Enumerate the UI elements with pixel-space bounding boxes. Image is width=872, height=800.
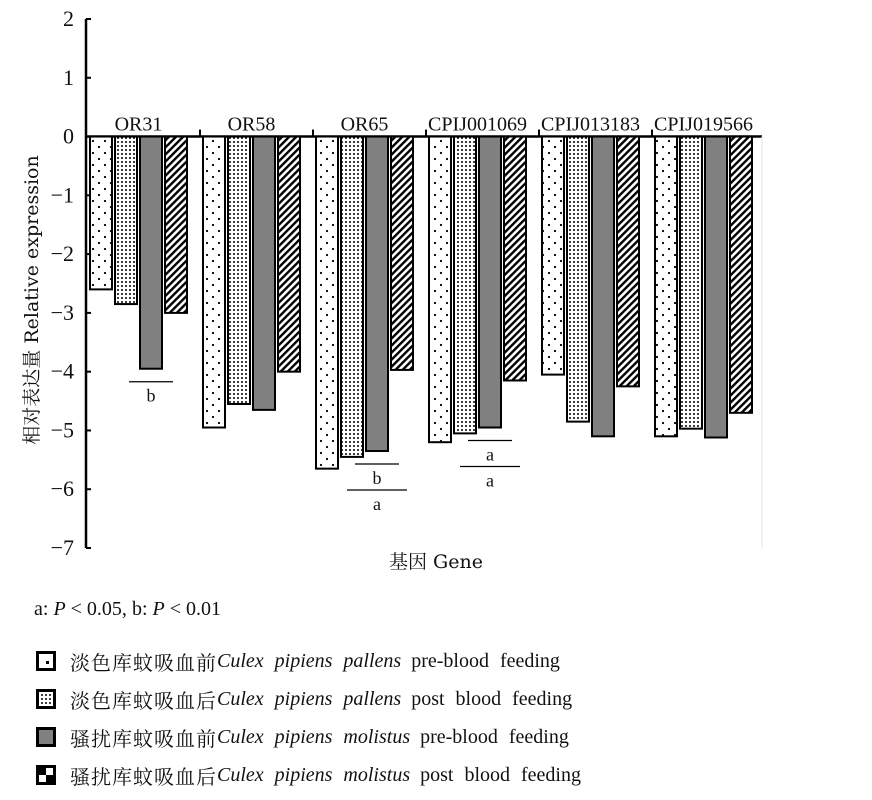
bar: [228, 137, 250, 404]
bar: [203, 137, 225, 428]
bar: [391, 137, 413, 370]
bar: [90, 137, 112, 290]
legend: [36, 642, 581, 794]
bar: [592, 137, 614, 437]
footnote-a-rest: < 0.05,: [70, 598, 127, 620]
legend-stage: post blood feeding: [420, 763, 581, 786]
category-label: CPIJ019566: [654, 113, 753, 136]
bar: [730, 137, 752, 413]
y-tick-label: −7: [50, 535, 74, 560]
category-label: OR65: [340, 113, 389, 136]
y-tick-label: −4: [50, 358, 74, 384]
legend-stage: pre-blood feeding: [411, 649, 560, 672]
x-axis-label: 基因 Gene: [389, 551, 483, 573]
bar: [617, 137, 639, 387]
legend-stage: pre-blood feeding: [420, 725, 569, 748]
legend-zh: 淡色库蚊吸血后: [70, 688, 217, 713]
sparse-dots-swatch-icon: [36, 651, 56, 671]
bar: [366, 137, 388, 451]
bar: [316, 137, 338, 469]
legend-item: [36, 642, 581, 680]
y-tick-label: −3: [50, 299, 74, 325]
diagonal-swatch-icon: [36, 765, 56, 785]
bar: [454, 137, 476, 434]
y-axis-label: 相对表达量 Relative expression: [21, 155, 43, 445]
significance-label: b: [372, 468, 382, 489]
y-tick-label: 2: [63, 6, 74, 31]
legend-zh: 淡色库蚊吸血前: [70, 650, 217, 675]
footnote-b-p: P: [152, 598, 165, 620]
bar: [429, 137, 451, 443]
bar: [705, 137, 727, 438]
legend-zh: 骚扰库蚊吸血后: [70, 764, 217, 789]
footnote-a-letter: a:: [34, 598, 49, 620]
bar: [542, 137, 564, 375]
legend-species: Culex pipiens molistus: [217, 763, 411, 786]
legend-zh: 骚扰库蚊吸血前: [70, 726, 217, 751]
legend-item: [36, 680, 581, 718]
y-tick-label: −1: [50, 182, 74, 208]
legend-species: Culex pipiens pallens: [217, 649, 402, 672]
footnote-b-letter: b:: [131, 598, 148, 620]
significance-label: a: [373, 494, 381, 515]
category-label: OR58: [227, 113, 276, 136]
y-tick-label: −2: [50, 241, 74, 267]
dense-dots-swatch-icon: [36, 689, 56, 709]
bar: [278, 137, 300, 372]
bar: [680, 137, 702, 429]
y-tick-label: 1: [63, 64, 74, 90]
legend-item: [36, 718, 581, 756]
legend-species: Culex pipiens molistus: [217, 725, 411, 748]
bar: [140, 137, 162, 369]
legend-stage: post blood feeding: [411, 687, 573, 710]
bar: [115, 137, 137, 305]
bar: [165, 137, 187, 313]
category-label: CPIJ001069: [428, 113, 527, 136]
bar: [341, 137, 363, 457]
significance-footnote: [34, 598, 221, 621]
bar: [504, 137, 526, 381]
bar: [479, 137, 501, 428]
y-tick-label: −6: [50, 476, 74, 502]
category-label: OR31: [114, 113, 163, 136]
y-tick-label: 0: [63, 123, 74, 149]
bar: [253, 137, 275, 410]
significance-label: a: [486, 470, 494, 491]
y-tick-label: −5: [50, 417, 74, 443]
footnote-a-p: P: [53, 598, 66, 620]
legend-item: [36, 756, 581, 794]
legend-species: Culex pipiens pallens: [217, 687, 402, 710]
bar: [655, 137, 677, 437]
significance-label: a: [486, 444, 494, 465]
bar: [567, 137, 589, 422]
significance-label: b: [146, 385, 156, 406]
category-label: CPIJ013183: [541, 113, 640, 136]
footnote-b-rest: < 0.01: [169, 598, 221, 620]
solid-gray-swatch-icon: [36, 727, 56, 747]
